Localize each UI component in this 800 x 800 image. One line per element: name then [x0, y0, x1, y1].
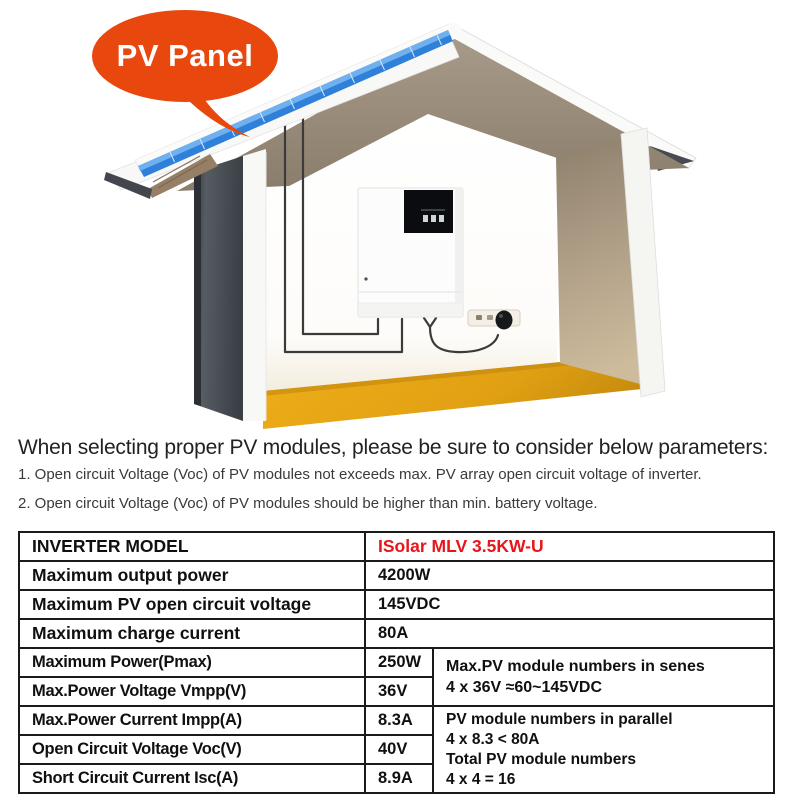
spec-value: 4200W — [365, 561, 774, 590]
table-row — [19, 619, 774, 648]
spec-value: 40V — [365, 735, 433, 764]
table-row — [19, 648, 774, 677]
series-note-line-1: Max.PV module numbers in senes — [446, 658, 705, 675]
socket-outlet — [487, 315, 493, 320]
parallel-note-line-3: Total PV module numbers — [446, 750, 637, 768]
spec-value: 36V — [365, 677, 433, 706]
spec-label: Maximum Power(Pmax) — [19, 648, 365, 677]
spec-label: Maximum charge current — [19, 619, 365, 648]
spec-value: 80A — [365, 619, 774, 648]
table-row — [19, 590, 774, 619]
spec-label: INVERTER MODEL — [19, 532, 365, 561]
intro-point-1: 1. Open circuit Voltage (Voc) of PV modules not exceeds max. PV array open circuit voltage of inverter. — [18, 466, 702, 483]
intro-point-2: 2. Open circuit Voltage (Voc) of PV modules should be higher than min. battery voltage. — [18, 495, 598, 512]
table-row — [19, 532, 774, 561]
inverter-model-value: ISolar MLV 3.5KW-U — [365, 532, 774, 561]
spec-value: 8.3A — [365, 706, 433, 735]
spec-label: Max.Power Voltage Vmpp(V) — [19, 677, 365, 706]
inverter-unit — [358, 188, 463, 317]
intro-heading: When selecting proper PV modules, please be sure to consider below parameters: — [18, 436, 769, 459]
parallel-note-line-2: 4 x 8.3 < 80A — [446, 730, 540, 748]
pv-panel-callout-label: PV Panel — [116, 38, 254, 73]
series-note-cell — [433, 648, 774, 706]
socket-outlet — [476, 315, 482, 320]
spec-value: 8.9A — [365, 764, 433, 793]
inverter-display — [404, 190, 453, 233]
parallel-note-line-1: PV module numbers in parallel — [446, 710, 673, 728]
series-note-line-2: 4 x 36V ≈60~145VDC — [446, 679, 602, 696]
spec-label: Maximum output power — [19, 561, 365, 590]
table-row — [19, 706, 774, 735]
spec-value: 145VDC — [365, 590, 774, 619]
spec-label: Maximum PV open circuit voltage — [19, 590, 365, 619]
parallel-note-line-4: 4 x 4 = 16 — [446, 770, 516, 788]
inverter-spec-table — [18, 531, 775, 794]
left-wall-pillar — [194, 149, 266, 421]
parallel-note-cell — [433, 706, 774, 793]
spec-value: 250W — [365, 648, 433, 677]
spec-label: Max.Power Current Impp(A) — [19, 706, 365, 735]
power-plug — [496, 311, 513, 330]
spec-label: Open Circuit Voltage Voc(V) — [19, 735, 365, 764]
spec-label: Short Circuit Current Isc(A) — [19, 764, 365, 793]
pv-panel-callout — [92, 10, 278, 102]
table-row — [19, 561, 774, 590]
